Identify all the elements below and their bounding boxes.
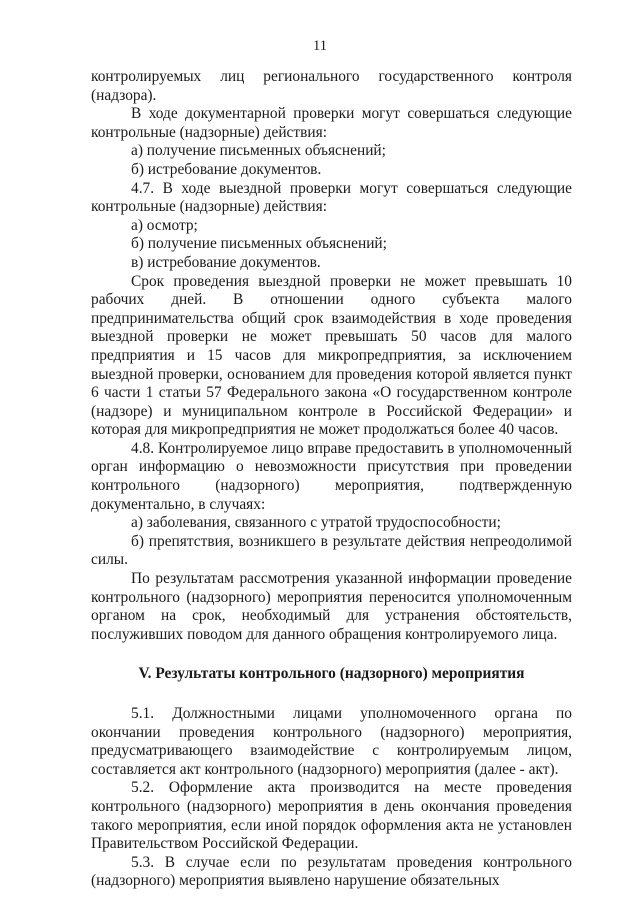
section-heading: V. Результаты контрольного (надзорного) мероприятия <box>138 665 525 683</box>
paragraph: Срок проведения выездной проверки не может превышать 10 рабочих дней. В отношении одного субъекта малого предпринимательства общий срок взаимодействия в ходе проведения выездной проверки не может превышать 50 часов для малого предприятия и 15 часов для микропредприятия, за исключением выездной проверки, основанием для проведения которой является пункт 6 части 1 статьи 57 Федерального закона «О государственном контроле (надзоре) и муниципальном контроле в Российской Федерации» и которая для микропредприятия не может продолжаться более 40 часов. <box>91 272 572 439</box>
paragraph: 5.1. Должностными лицами уполномоченного органа по окончании проведения контрольного (надзорного) мероприятия, предусматривающего взаимодействие с контролируемым лицом, составляется акт контрольного (надзорного) мероприятия (далее - акт). <box>91 705 572 778</box>
paragraph: в) истребование документов. <box>131 253 321 271</box>
paragraph: б) препятствия, возникшего в результате действия непреодолимой силы. <box>91 532 572 569</box>
page-number: 11 <box>313 38 327 54</box>
paragraph: 4.8. Контролируемое лицо вправе предоставить в уполномоченный орган информацию о невозможности присутствия при проведении контрольного (надзорного) мероприятия, подтвержденную документально, в случаях: <box>91 439 572 513</box>
paragraph: б) истребование документов. <box>131 160 322 178</box>
paragraph: В ходе документарной проверки могут совершаться следующие контрольные (надзорные) действия: <box>91 105 572 141</box>
paragraphs-before-heading <box>91 68 572 644</box>
paragraph: контролируемых лиц регионального государственного контроля (надзора). <box>91 68 572 104</box>
paragraph: 5.3. В случае если по результатам проведения контрольного (надзорного) мероприятия выявлено нарушение обязательных <box>91 853 572 890</box>
paragraph: 5.2. Оформление акта производится на месте проведения контрольного (надзорного) мероприятия в день окончания проведения такого мероприятия, если иной порядок оформления акта не установлен Правительством Российской Федерации. <box>91 779 572 853</box>
paragraph: а) получение письменных объяснений; <box>131 142 386 160</box>
document-body <box>91 68 572 891</box>
paragraph: а) осмотр; <box>131 216 198 234</box>
paragraph: а) заболевания, связанного с утратой трудоспособности; <box>131 514 501 532</box>
paragraphs-after-heading <box>91 705 572 891</box>
paragraph: б) получение письменных объяснений; <box>131 235 387 253</box>
paragraph: По результатам рассмотрения указанной информации проведение контрольного (надзорного) мероприятия переносится уполномоченным органом на срок, необходимый для устранения обстоятельств, послуживших поводом для данного обращения контролируемого лица. <box>91 570 572 643</box>
paragraph: 4.7. В ходе выездной проверки могут совершаться следующие контрольные (надзорные) действия: <box>91 179 572 216</box>
